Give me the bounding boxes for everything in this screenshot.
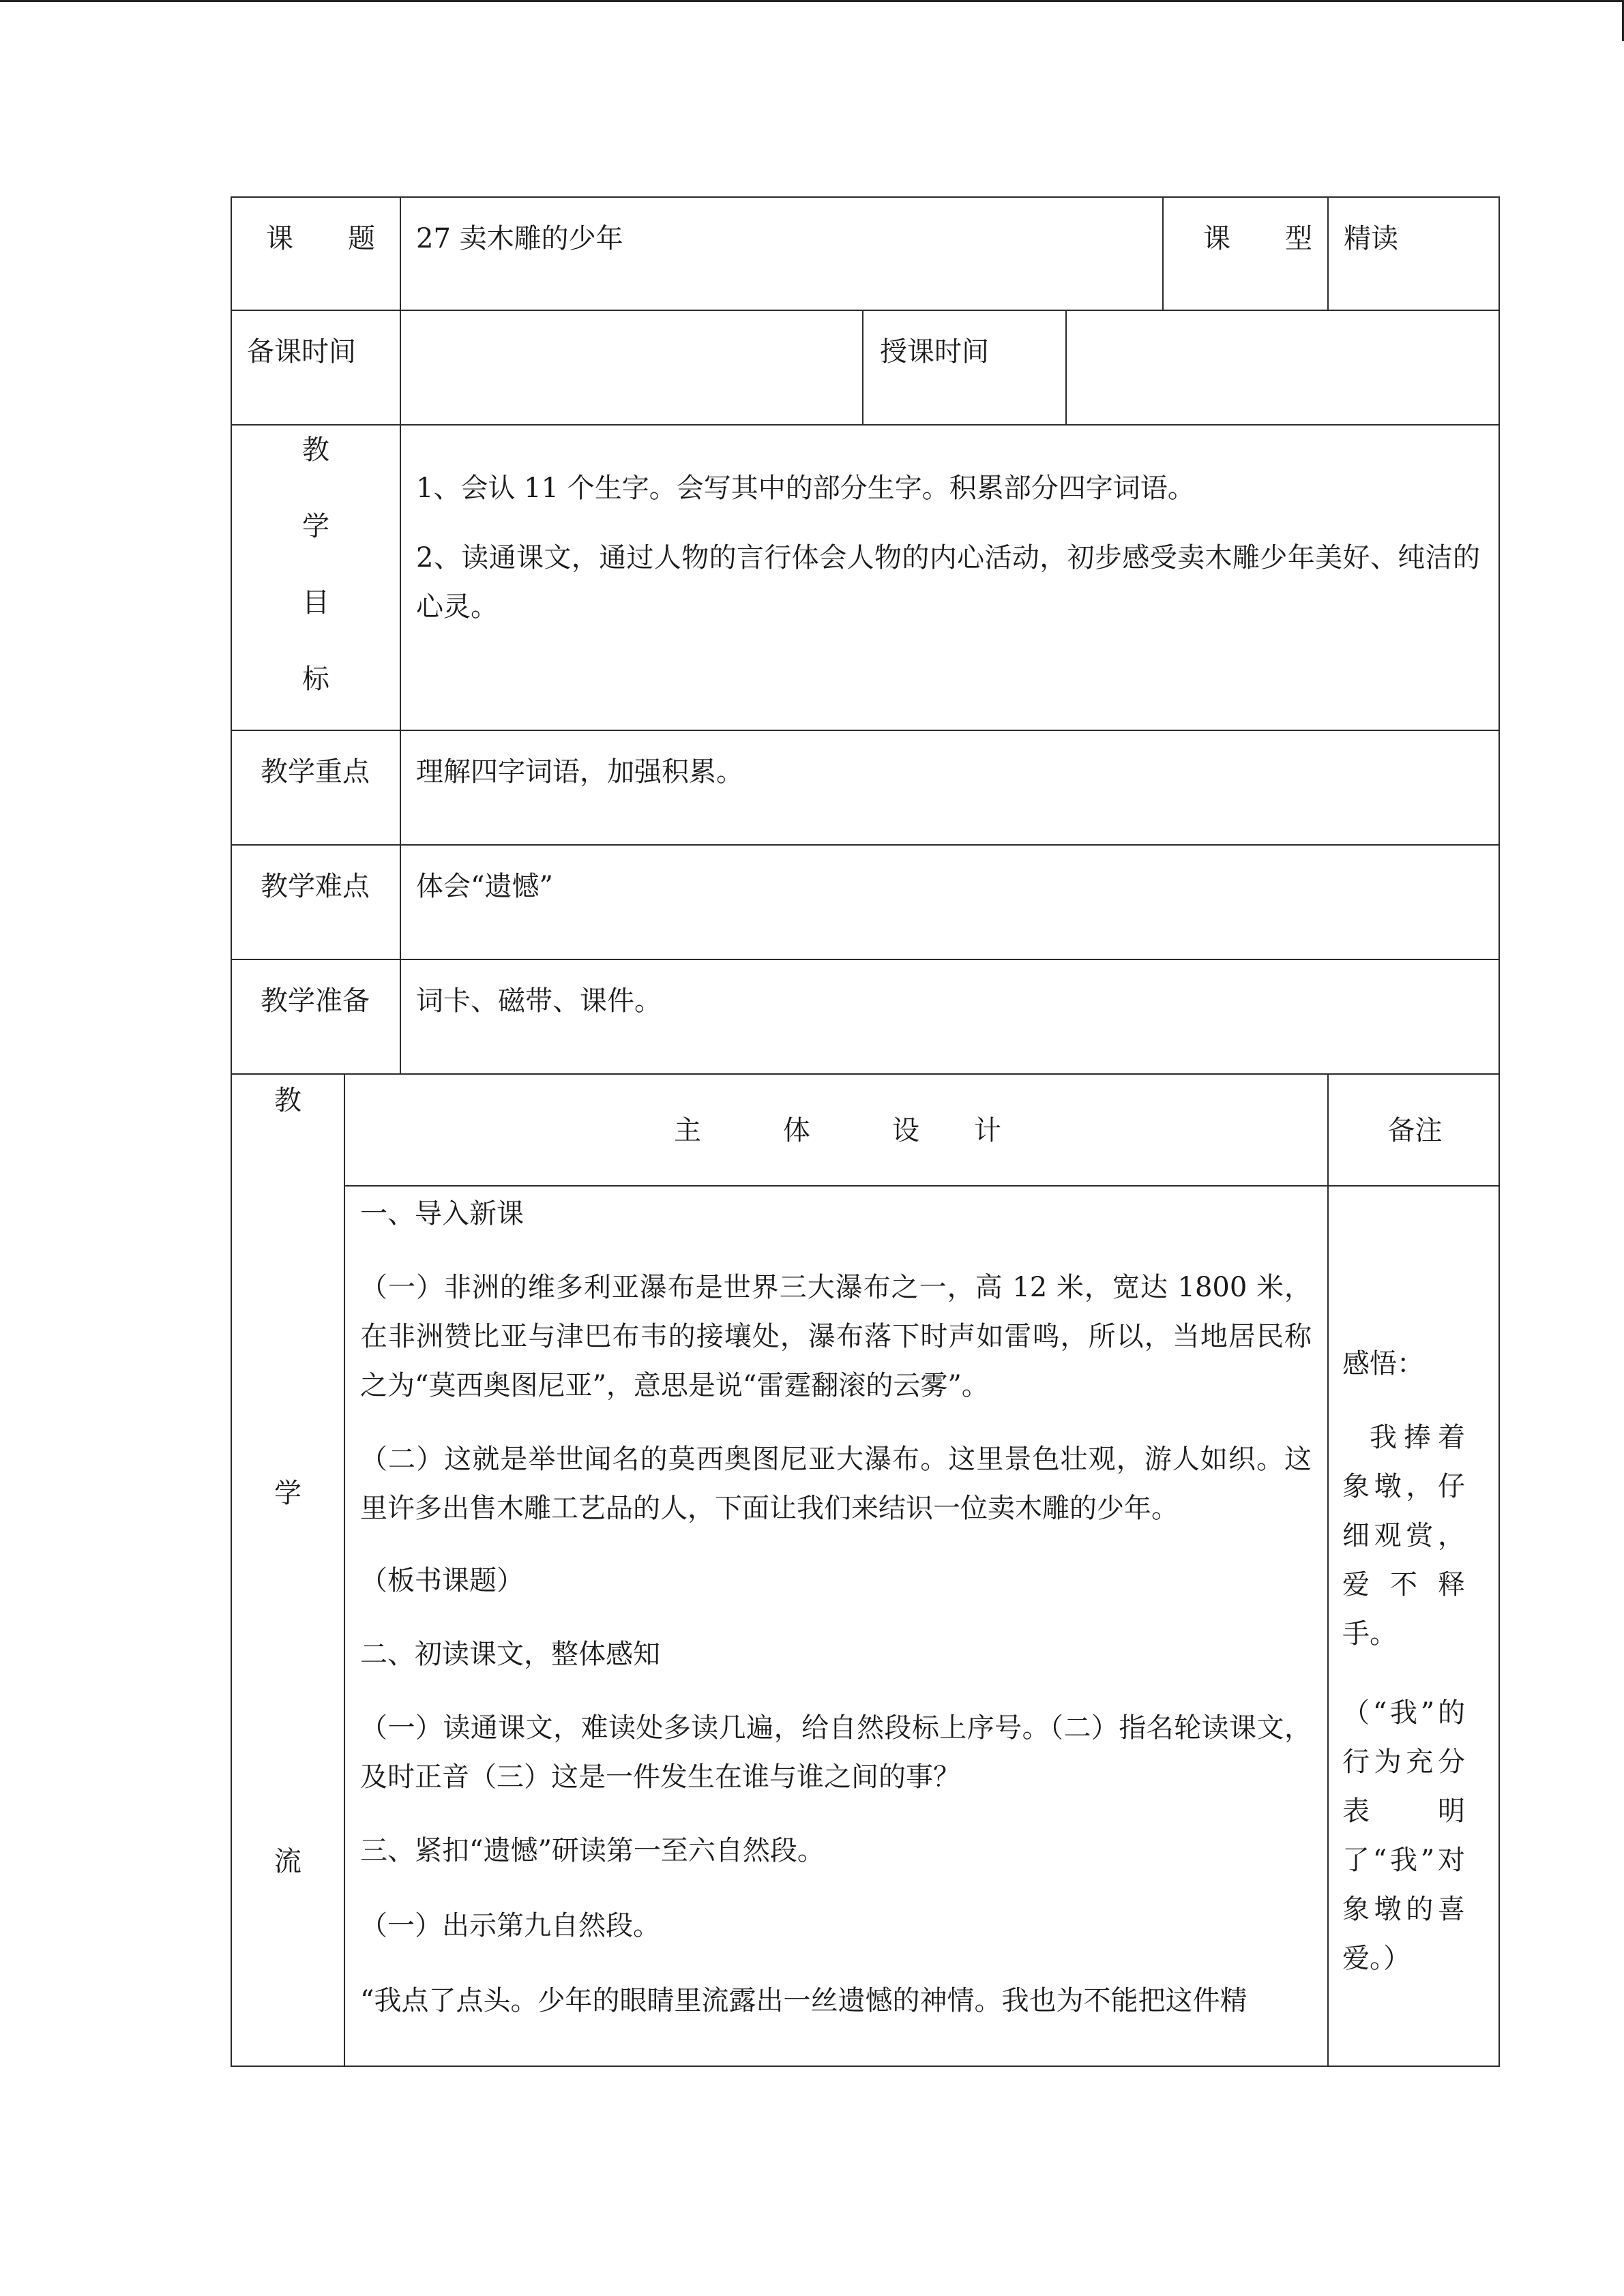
type-label: 课 型 — [1203, 223, 1312, 254]
goals-label-char: 学 — [302, 511, 329, 542]
flow-paragraph: （一）读通课文，难读处多读几遍，给自然段标上序号。（二）指名轮读课文，及时正音（三）这是一件发生在谁与谁之间的事？ — [360, 1712, 1312, 1793]
notes-body: 我捧着象墩，仔细观赏，爱不释手。 — [1342, 1422, 1465, 1650]
flow-paragraph: 二、初读课文，整体感知 — [360, 1639, 660, 1670]
cell-difficulty-label — [231, 844, 401, 960]
difficulty-label: 教学难点 — [261, 871, 370, 902]
cell-type-value — [1327, 196, 1500, 311]
flow-paragraph: （二）这就是举世闻名的莫西奥图尼亚大瀑布。这里景色壮观，游人如织。这里许多出售木雕工艺品的人，下面让我们来结识一位卖木雕的少年。 — [360, 1444, 1312, 1524]
cell-goals-value — [400, 424, 1500, 731]
notes-body: （“我”的行为充分表明了“我”对象墩的喜爱。） — [1342, 1697, 1465, 1974]
cell-difficulty-value — [400, 844, 1500, 960]
preparation-value: 词卡、磁带、课件。 — [416, 985, 662, 1017]
goal-item: 2、读通课文，通过人物的言行体会人物的内心活动，初步感受卖木雕少年美好、纯洁的心灵。 — [416, 542, 1480, 623]
flow-paragraph: （板书课题） — [360, 1565, 524, 1596]
cell-flow-side — [231, 1073, 345, 2067]
goal-item: 1、会认 11 个生字。会写其中的部分生字。积累部分四字词语。 — [416, 473, 1195, 504]
goals-label-char: 教 — [302, 434, 329, 466]
flow-paragraph: （一）非洲的维多利亚瀑布是世界三大瀑布之一，高 12 米，宽达 1800 米，在非洲赞比亚与津巴布韦的接壤处，瀑布落下时声如雷鸣，所以，当地居民称之为“莫西奥图尼亚”，意思是说“雷霆翻滚的云雾”。 — [360, 1272, 1312, 1401]
cell-prep-time-value — [400, 310, 863, 426]
cell-preparation-label — [231, 959, 401, 1075]
cell-flow-header-notes — [1327, 1073, 1500, 1187]
prep-time-label: 备课时间 — [247, 336, 356, 368]
flow-side-char: 学 — [274, 1478, 301, 1509]
cell-notes — [1327, 1185, 1500, 2067]
type-value: 精读 — [1344, 223, 1398, 254]
cell-key-point-value — [400, 730, 1500, 846]
key-point-value: 理解四字词语，加强积累。 — [416, 756, 743, 788]
difficulty-value: 体会“遗憾” — [416, 871, 553, 902]
goals-label-char: 目 — [302, 587, 329, 618]
flow-header-main: 主 体 设 计 — [674, 1115, 1001, 1146]
flow-paragraph: （一）出示第九自然段。 — [360, 1910, 660, 1941]
flow-paragraph: 三、紧扣“遗憾”研读第一至六自然段。 — [360, 1835, 825, 1866]
flow-paragraph: “我点了点头。少年的眼睛里流露出一丝遗憾的神情。我也为不能把这件精 — [360, 1985, 1247, 2016]
cell-key-point-label — [231, 730, 401, 846]
cell-topic-label — [231, 196, 401, 311]
topic-label: 课 题 — [266, 223, 375, 254]
cell-teach-time-label — [862, 310, 1067, 426]
flow-side-char: 流 — [274, 1846, 301, 1877]
cell-preparation-value — [400, 959, 1500, 1075]
cell-flow-header-main — [344, 1073, 1329, 1187]
cell-type-label — [1162, 196, 1329, 311]
cell-flow-body — [344, 1185, 1329, 2067]
cell-goals-label — [231, 424, 401, 731]
goals-label-char: 标 — [302, 664, 329, 695]
flow-side-char: 教 — [274, 1085, 301, 1116]
cell-prep-time-label — [231, 310, 401, 426]
topic-value: 27 卖木雕的少年 — [416, 223, 623, 254]
cell-topic-value — [400, 196, 1164, 311]
cell-teach-time-value — [1065, 310, 1500, 426]
notes-title: 感悟： — [1342, 1348, 1424, 1380]
key-point-label: 教学重点 — [261, 756, 370, 788]
preparation-label: 教学准备 — [261, 985, 370, 1017]
page-top-border — [0, 0, 1624, 2]
flow-paragraph: 一、导入新课 — [360, 1198, 524, 1229]
teach-time-label: 授课时间 — [880, 336, 989, 368]
flow-header-notes: 备注 — [1387, 1115, 1443, 1146]
